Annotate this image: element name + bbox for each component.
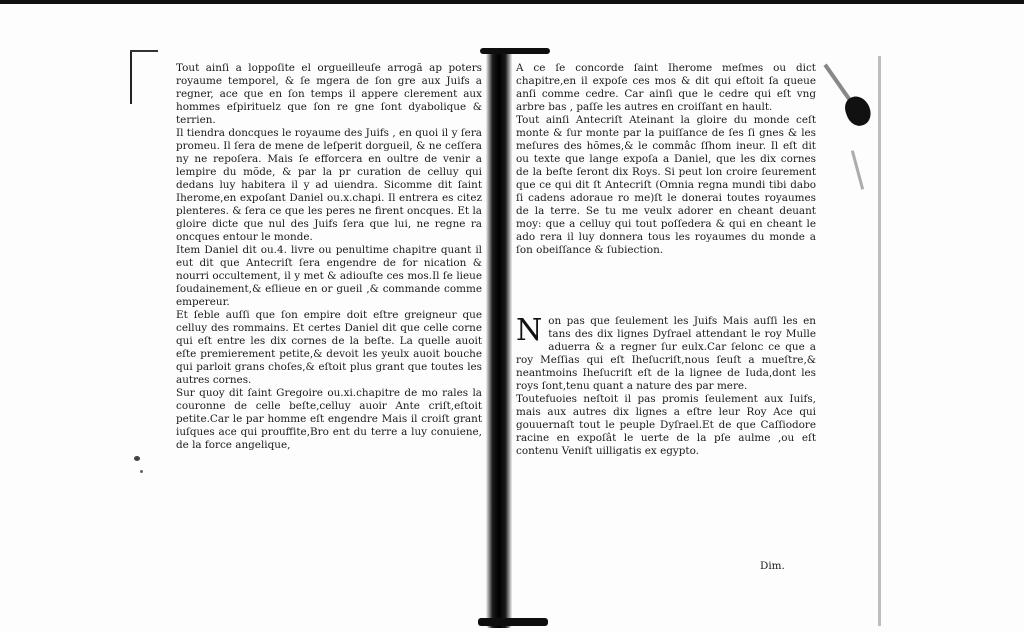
right-paragraph-2: Tout ainſi Antecriſt Ateinant la gloire du monde ceſt monte & ſur monte par la puiſſance de ſes ſi gnes & les meſures des hõmes,& le commâc ſſhom ineur. Il eſt dit ou texte que lange expoſa a Daniel, que les dix cornes de la beſte ſeront dix Roys. Si peut lon croire ſeurement que ce qui dit ſt Antecriſt (Omnia regna mundi tibi dabo ſi cadens adoraue ro me)ſt le donerai toutes royaumes de la terre. Se tu me veulx adorer en cheant deuant moy: que a celluy qui tout poſſedera & qui en cheant le ado rera il luy donnera tous les royaumes du monde a ſon obeiſſance & ſubiection. <box>516 114 816 256</box>
left-paragraph-1: Tout ainſi a loppoſite el orgueilleuſe arrogă ap poters royaume temporel, & ſe mgera de ſon gre aux Juifs a regner, ace que en ſon temps il appere clerement aux hommes eſpirituelz que ſon re gne ſont dyabolique & terrien. <box>176 62 482 126</box>
dropcap-paragraph-text: on pas que ſeulement les Juifs Mais auſſi les en tans des dix lignes Dyſrael attendant le roy Mulle aduerra & a regner ſur eulx.Car ſelonc ce que a roy Meſſias qui eſt Iheſucriſt,nous ſeuſt a mueſtre,& neantmoins Iheſucriſt eſt de la lignee de Iuda,dont les roys ſont,tenu quant a nature des par mere. <box>516 315 816 392</box>
left-paragraph-5: Sur quoy dit ſaint Gregoire ou.xi.chapitre de mo rales la couronne de celle beſte,celluy auoir Ante criſt,eſtoit petite.Car le par homme eſt engendre Mais il croiſt grant iuſques ace qui prouffite,Bro ent du terre a luy conuiene, de la force angelique, <box>176 387 482 451</box>
ink-speck-small <box>140 470 143 473</box>
catchword: Dim. <box>760 560 785 572</box>
drop-capital: N <box>516 313 543 348</box>
book-gutter <box>486 48 512 628</box>
right-paragraph-3 <box>516 315 816 393</box>
gutter-bottom-shadow <box>478 618 548 626</box>
left-page-corner <box>130 50 158 52</box>
section-gap <box>516 257 816 315</box>
ink-speck <box>134 456 140 461</box>
left-paragraph-4: Et ſeble auſſi que ſon empire doit eſtre greigneur que celluy des rommains. Et certes Daniel dit que celle corne qui eſt entre les dix cornes de la beſte. La quelle auoit eſte premierement petite,& devoit les yeulx auoit bouche qui parloit grans choſes,& eſtoit plus grant que toutes les autres cornes. <box>176 309 482 386</box>
left-page-text <box>176 62 482 452</box>
right-paragraph-4: Toutefuoies neſtoit il pas promis ſeulement aux Iuifs, mais aux autres dix lignes a eſtre leur Roy Ace qui gouuernaſt tout le peuple Dyſrael.Et de que Caſſiodore racine en expoſât le uerte de la pſe aulme ,ou eſt contenu Veniſt uilligatis ex egypto. <box>516 393 816 457</box>
left-paragraph-3: Item Daniel dit ou.4. livre ou penultime chapitre quant il eut dit que Antecriſt ſera engendre de for nication & nourri occultement, il y met & adiouſte ces mos.Il ſe lieue ſoudainement,& eſlieue en or gueil ,& commande comme empereur. <box>176 244 482 308</box>
left-paragraph-2: Il tiendra doncques le royaume des Juifs , en quoi il y ſera promeu. Il ſera de mene de leſperit dorgueil, & ne ceſſera ny ne repoſera. Mais ſe efforcera en oultre de venir a lempire du mõde, & par la pr curation de celluy qui dedans luy habitera il y ad uiendra. Sicomme dit ſaint Iherome,en expoſant Daniel ou.x.chapi. Il entrera es citez plenteres. & ſera ce que les peres ne firent oncques. Et la gloire dicte que nul des Juifs ſera que lui, ne regne ra oncques entour le monde. <box>176 127 482 243</box>
left-page-edge <box>130 50 132 104</box>
right-paragraph-1: A ce ſe concorde ſaint Iherome meſmes ou dict chapitre,en il expoſe ces mos & dit qui eſtoit ſa queue anſi comme cedre. Car ainſi que le cedre qui eſt vng arbre bas , paſſe les autres en croiſſant en hault. <box>516 62 816 113</box>
gutter-top-shadow <box>480 48 550 54</box>
right-page-edge <box>878 56 881 626</box>
right-page-text <box>516 62 816 458</box>
scanned-spread <box>0 4 1024 633</box>
